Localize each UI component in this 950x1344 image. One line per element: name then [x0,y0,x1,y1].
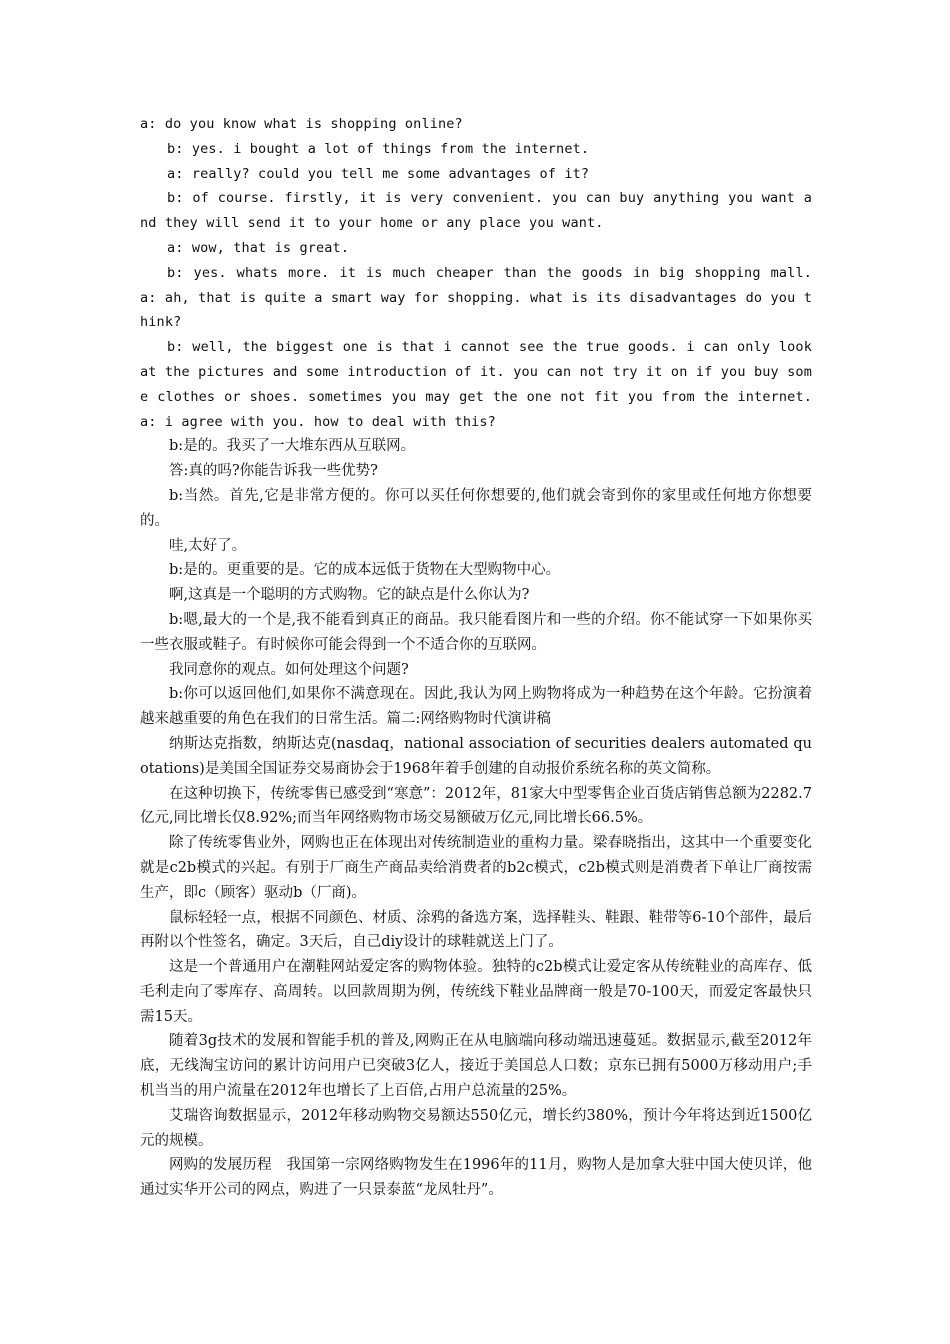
translation-line-6: 啊,这真是一个聪明的方式购物。它的缺点是什么你认为? [169,587,530,604]
dialogue-line-b-4: b: well, the biggest one is that i cannot see the true goods. i can only look at the pictures and some introduction of it. you can not try it on if you buy some clothes or shoes. sometimes you may get the one not fit you from the internet. a: i agree with you. how to deal with this? [140,339,812,430]
translation-line-3: b:当然。首先,它是非常方便的。你可以买任何你想要的,他们就会寄到你的家里或任何地方你想要的。 [140,487,812,529]
translation-line-8: 我同意你的观点。如何处理这个问题? [169,661,409,678]
iresearch-paragraph: 艾瑞咨询数据显示，2012年移动购物交易额达550亿元，增长约380%，预计今年将达到近1500亿元的规模。 [140,1107,812,1149]
history-paragraph: 网购的发展历程 我国第一宗网络购物发生在1996年的11月，购物人是加拿大驻中国大使贝详，他通过实华开公司的网点，购进了一只景泰蓝“龙凤牡丹”。 [140,1157,812,1199]
diy-paragraph: 鼠标轻轻一点，根据不同颜色、材质、涂鸦的备选方案，选择鞋头、鞋跟、鞋带等6-10个部件，最后再附以个性签名，确定。3天后，自己diy设计的球鞋就送上门了。 [140,909,812,951]
dialogue-line-a-2: a: really? could you tell me some advantages of it? [167,165,590,182]
translation-line-5: b:是的。更重要的是。它的成本远低于货物在大型购物中心。 [169,562,561,579]
translation-line-7: b:嗯,最大的一个是,我不能看到真正的商品。我只能看图片和一些的介绍。你不能试穿一下如果你买一些衣服或鞋子。有时候你可能会得到一个不适合你的互联网。 [140,611,812,653]
dialogue-line-b-1: b: yes. i bought a lot of things from the internet. [167,140,590,157]
dialogue-line-b-2: b: of course. firstly, it is very convenient. you can buy anything you want and they will send it to your home or any place you want. [140,190,812,232]
shoe-site-paragraph: 这是一个普通用户在潮鞋网站爱定客的购物体验。独特的c2b模式让爱定客从传统鞋业的高库存、低毛利走向了零库存、高周转。以回款周期为例，传统线下鞋业品牌商一般是70-100天，而爱定客最快只需15天。 [140,959,812,1025]
dialogue-line-a-3: a: wow, that is great. [167,239,350,256]
translation-line-1: b:是的。我买了一大堆东西从互联网。 [169,438,416,455]
document-body [140,112,812,1203]
translation-line-4: 哇,太好了。 [169,537,247,554]
dialogue-line-a-1: a: do you know what is shopping online? [140,116,463,132]
c2b-paragraph: 除了传统零售业外，网购也正在体现出对传统制造业的重构力量。梁春晓指出，这其中一个重要变化就是c2b模式的兴起。有别于厂商生产商品卖给消费者的b2c模式，c2b模式则是消费者下单让厂商按需生产，即c（顾客）驱动b（厂商)。 [140,835,812,901]
translation-line-9: b:你可以返回他们,如果你不满意现在。因此,我认为网上购物将成为一种趋势在这个年龄。它扮演着越来越重要的角色在我们的日常生活。篇二:网络购物时代演讲稿 [140,686,812,728]
mobile-paragraph: 随着3g技术的发展和智能手机的普及,网购正在从电脑端向移动端迅速蔓延。数据显示,截至2012年底，无线淘宝访问的累计访问用户已突破3亿人，接近于美国总人口数；京东已拥有5000万移动用户;手机当当的用户流量在2012年也增长了上百倍,占用户总流量的25%。 [140,1033,812,1100]
dialogue-line-b-3: b: yes. whats more. it is much cheaper than the goods in big shopping mall. a: ah, that is quite a smart way for shopping. what is its disadvantages do you think? [140,264,812,331]
translation-line-2: 答:真的吗?你能告诉我一些优势? [169,463,378,480]
retail-paragraph: 在这种切换下，传统零售已感受到“寒意”：2012年，81家大中型零售企业百货店销售总额为2282.7亿元,同比增长仅8.92%;而当年网络购物市场交易额破万亿元,同比增长66.5%。 [140,785,812,827]
nasdaq-paragraph: 纳斯达克指数，纳斯达克(nasdaq，national association of securities dealers automated quotations)是美国全国证券交易商协会于1968年着手创建的自动报价系统名称的英文简称。 [140,735,812,777]
